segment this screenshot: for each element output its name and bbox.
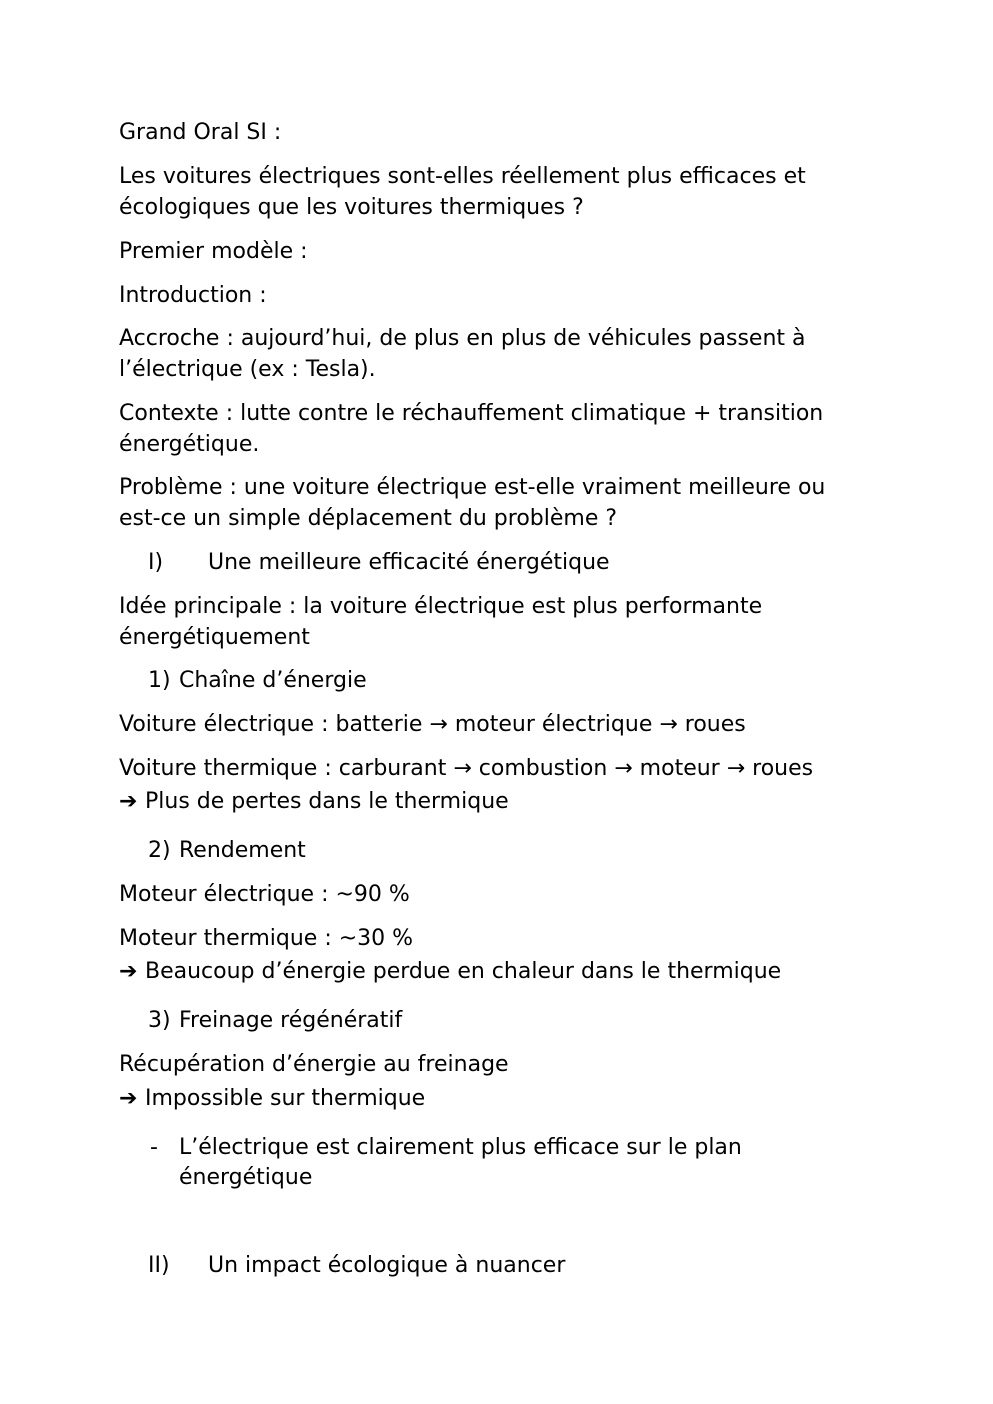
bullet-dash: - xyxy=(150,1135,158,1160)
rendement-thermique: Moteur thermique : ~30 % xyxy=(119,926,414,951)
arrow-right-icon: ➔ xyxy=(119,1086,138,1111)
chaine-electrique: Voiture électrique : batterie → moteur électrique → roues xyxy=(119,712,746,737)
question-line-1: Les voitures électriques sont-elles réellement plus efficaces et xyxy=(119,164,806,189)
chaine-conclusion-line xyxy=(119,787,509,817)
arrow-right-icon: ➔ xyxy=(119,959,138,984)
rendement-electrique: Moteur électrique : ~90 % xyxy=(119,882,410,907)
bullet-line-2: énergétique xyxy=(179,1165,313,1190)
introduction-heading: Introduction : xyxy=(119,283,267,308)
part2-heading: Un impact écologique à nuancer xyxy=(208,1253,566,1278)
document-title: Grand Oral SI : xyxy=(119,120,282,145)
part1-numeral: I) xyxy=(148,550,164,575)
contexte-line-1: Contexte : lutte contre le réchauffement climatique + transition xyxy=(119,401,824,426)
premier-modele-label: Premier modèle : xyxy=(119,239,308,264)
freinage-recuperation: Récupération d’énergie au freinage xyxy=(119,1052,509,1077)
rendement-conclusion-line xyxy=(119,957,781,987)
probleme-line-2: est-ce un simple déplacement du problème ? xyxy=(119,506,618,531)
part1-heading: Une meilleure efficacité énergétique xyxy=(208,550,610,575)
sub2-heading: Rendement xyxy=(179,838,306,863)
chaine-thermique: Voiture thermique : carburant → combustion → moteur → roues xyxy=(119,756,814,781)
arrow-right-icon: ➔ xyxy=(119,789,138,814)
freinage-conclusion: Impossible sur thermique xyxy=(145,1086,426,1111)
idee-line-1: Idée principale : la voiture électrique est plus performante xyxy=(119,594,763,619)
accroche-line-2: l’électrique (ex : Tesla). xyxy=(119,357,376,382)
chaine-conclusion: Plus de pertes dans le thermique xyxy=(145,789,509,814)
question-line-2: écologiques que les voitures thermiques ? xyxy=(119,195,584,220)
freinage-conclusion-line xyxy=(119,1084,425,1114)
sub3-heading: Freinage régénératif xyxy=(179,1008,403,1033)
sub3-number: 3) xyxy=(148,1008,171,1033)
accroche-line-1: Accroche : aujourd’hui, de plus en plus de véhicules passent à xyxy=(119,326,806,351)
sub1-heading: Chaîne d’énergie xyxy=(179,668,367,693)
contexte-line-2: énergétique. xyxy=(119,432,260,457)
idee-line-2: énergétiquement xyxy=(119,625,310,650)
rendement-conclusion: Beaucoup d’énergie perdue en chaleur dans le thermique xyxy=(145,959,782,984)
probleme-line-1: Problème : une voiture électrique est-elle vraiment meilleure ou xyxy=(119,475,826,500)
sub1-number: 1) xyxy=(148,668,171,693)
sub2-number: 2) xyxy=(148,838,171,863)
part2-numeral: II) xyxy=(148,1253,170,1278)
bullet-line-1: L’électrique est clairement plus efficace sur le plan xyxy=(179,1135,742,1160)
